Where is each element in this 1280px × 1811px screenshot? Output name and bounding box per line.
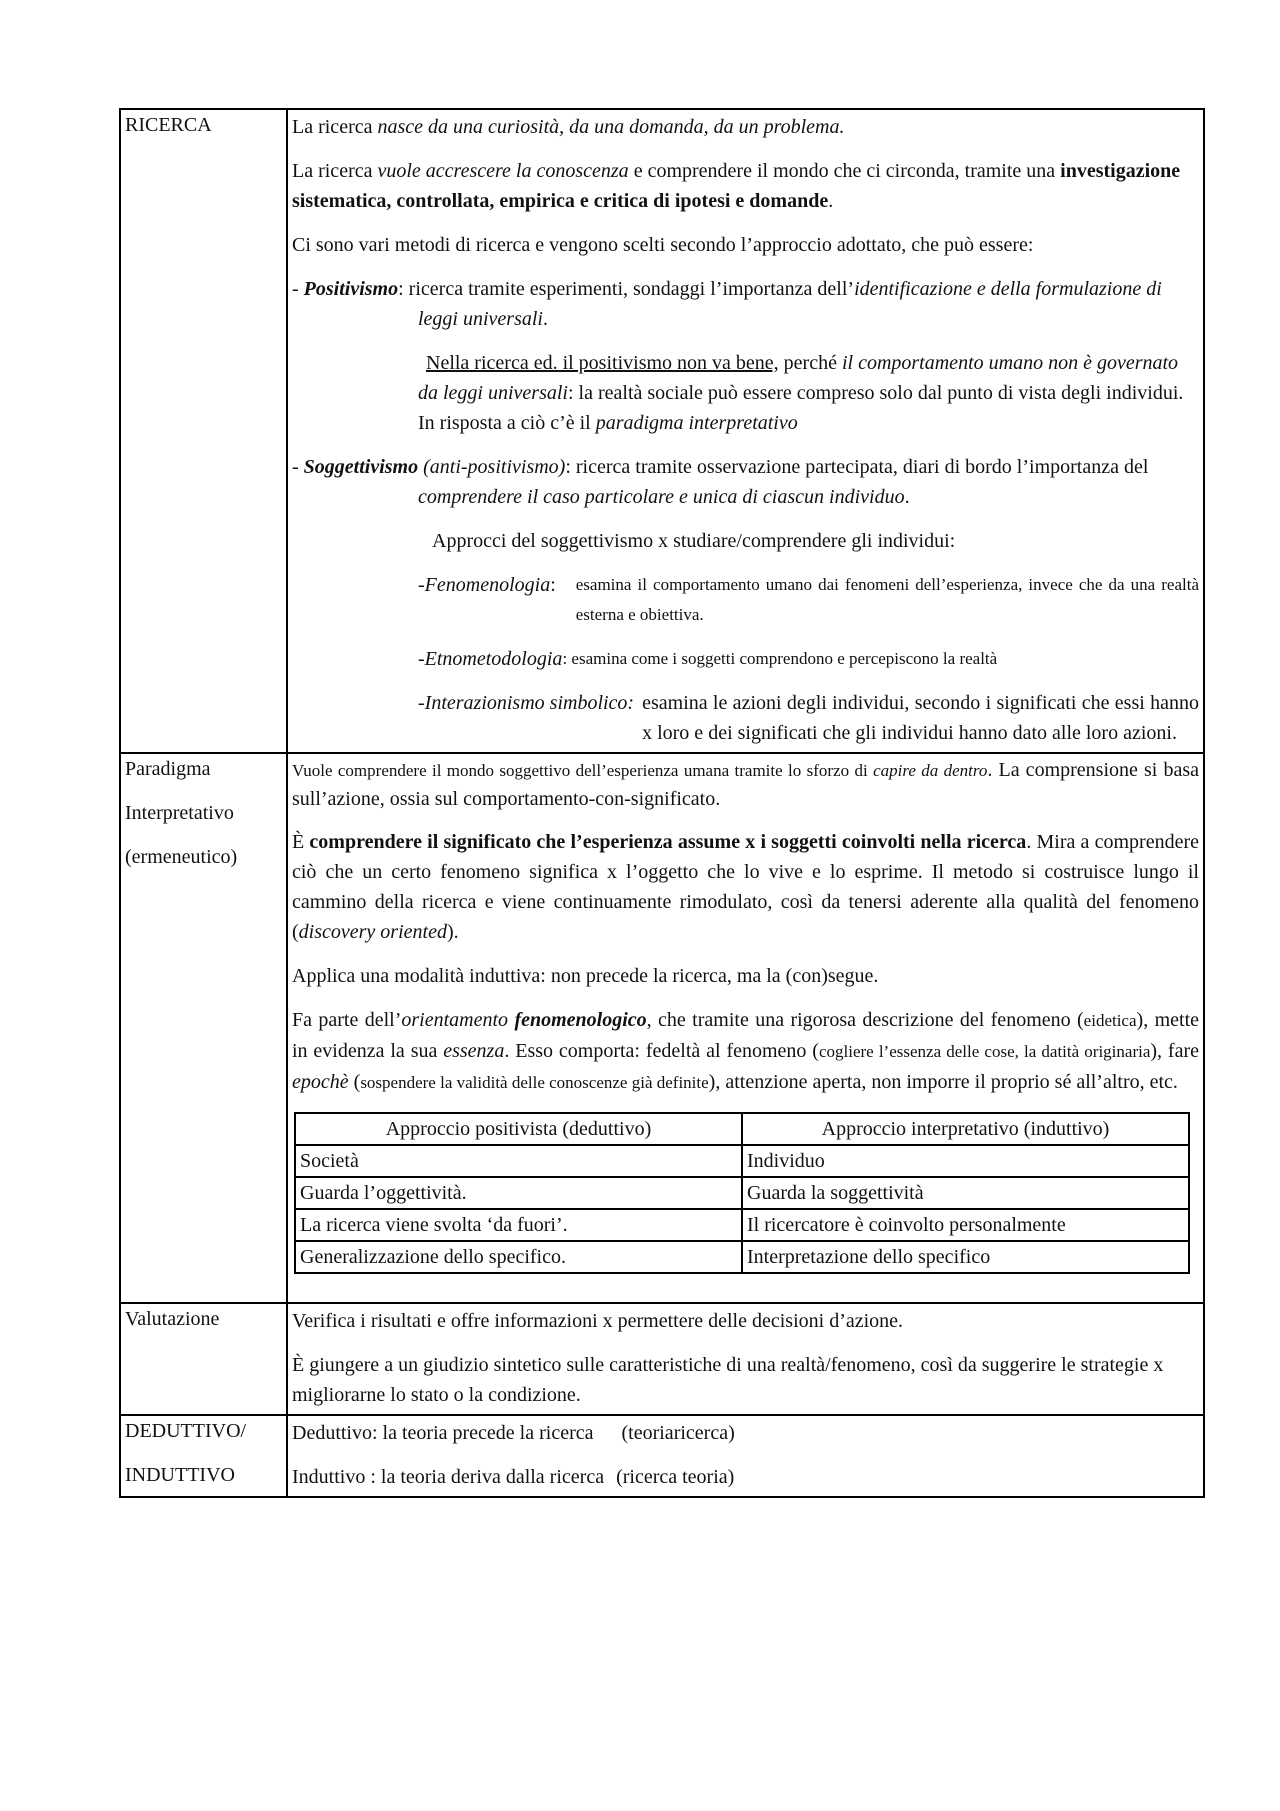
text-run: ( [348, 1071, 361, 1093]
text-run: ), attenzione aperta, non imporre il proprio sé all’altro, etc. [708, 1071, 1178, 1093]
text-run: ), fare [1150, 1040, 1199, 1062]
label-text: INDUTTIVO [125, 1464, 235, 1486]
text-run: - [292, 278, 304, 300]
paragraph: Applica una modalità induttiva: non precede la ricerca, ma la (con)segue. [292, 965, 879, 987]
comparison-header-cell: Approccio positivista (deduttivo) [295, 1113, 742, 1145]
text-run: e comprendere il mondo che ci circonda, tramite una [628, 160, 1061, 182]
term-fenomenologia [418, 570, 556, 630]
text-run-bold: investigazione sistematica, controllata, empirica e critica di ipotesi e domande [292, 160, 1181, 212]
text-run: . La comprensione si basa sull’azione, ossia sul comportamento-con-significato. [292, 759, 1199, 810]
text-run: sospendere la validità delle conoscenze già definite [360, 1073, 709, 1092]
text-run: -Fenomenologia [418, 574, 551, 596]
text-run: ). [446, 921, 459, 943]
label-text: RICERCA [125, 114, 212, 136]
positivismo-note [292, 348, 1199, 438]
text-run: (ricerca teoria) [616, 1466, 735, 1488]
comparison-cell: Guarda l’oggettività. [295, 1177, 742, 1209]
paragraph [292, 112, 1199, 142]
text-run-italic: comprendere il caso particolare e unica di ciascun individuo [418, 486, 905, 508]
text-run: : ricerca tramite esperimenti, sondaggi l’importanza dell’ [398, 278, 855, 300]
interazionismo-item [292, 688, 1199, 748]
text-run-italic: vuole accrescere la conoscenza [377, 160, 629, 182]
paragraph [292, 1462, 1199, 1492]
comparison-cell: Individuo [742, 1145, 1189, 1177]
comparison-row [295, 1209, 1189, 1241]
row-label-paradigma [120, 753, 287, 1303]
text-run: : la realtà sociale può essere compreso solo dal punto di vista degli individui. In risposta a ciò c’è il [418, 382, 1184, 434]
text-run-italic: orientamento [401, 1009, 515, 1031]
text-run-italic: capire da dentro [873, 761, 988, 780]
table-row-ricerca [120, 109, 1204, 753]
text-run: Induttivo : la teoria deriva dalla ricerca [292, 1466, 605, 1488]
paragraph [292, 1005, 1199, 1098]
text-run-italic: epochè [292, 1071, 349, 1093]
term-soggettivismo: Soggettivismo [303, 456, 419, 478]
paragraph [292, 156, 1199, 216]
text-run: La ricerca [292, 116, 378, 138]
table-row-deduttivo [120, 1415, 1204, 1497]
comparison-header-row [295, 1113, 1189, 1145]
text-run: eidetica [1083, 1011, 1137, 1030]
notes-table [119, 108, 1205, 1498]
text-run: perché [778, 352, 842, 374]
label-text: DEDUTTIVO/ [125, 1420, 247, 1442]
row-content-paradigma [287, 753, 1204, 1303]
text-run: (teoriaricerca) [621, 1422, 735, 1444]
etnometodologia-item [292, 644, 1199, 674]
comparison-header-cell: Approccio interpretativo (induttivo) [742, 1113, 1189, 1145]
text-run: . [904, 486, 910, 508]
text-run: . [542, 308, 548, 330]
text-run-italic: (anti-positivismo) [418, 456, 566, 478]
fenomenologia-item [292, 570, 1199, 630]
paragraph [292, 827, 1199, 947]
comparison-row [295, 1241, 1189, 1273]
text-run: - [292, 456, 304, 478]
approcci-heading: Approcci del soggettivismo x studiare/comprendere gli individui: [432, 530, 956, 552]
text-run-bold: comprendere il significato che l’esperienza assume x i soggetti coinvolti nella ricerca [309, 831, 1027, 853]
row-label-deduttivo [120, 1415, 287, 1497]
text-run: , che tramite una rigorosa descrizione del fenomeno ( [646, 1009, 1084, 1031]
paragraph: Ci sono vari metodi di ricerca e vengono scelti secondo l’approccio adottato, che può essere: [292, 234, 1034, 256]
text-run-italic: nasce da una curiosità, da una domanda, da un problema. [377, 116, 845, 138]
text-run-underline: Nella ricerca ed. il positivismo non va bene, [426, 352, 779, 374]
table-row-valutazione [120, 1303, 1204, 1415]
term-interazionismo: -Interazionismo simbolico: [418, 692, 635, 714]
positivismo-paragraph [292, 274, 1199, 334]
label-text: Valutazione [125, 1308, 220, 1330]
comparison-row [295, 1145, 1189, 1177]
label-text: Interpretativo [125, 802, 234, 824]
row-label-ricerca [120, 109, 287, 753]
fenomenologia-desc: esamina il comportamento umano dai fenomeni dell’esperienza, invece che da una realtà esterna e obiettiva. [575, 575, 1199, 624]
comparison-cell: Società [295, 1145, 742, 1177]
comparison-cell: La ricerca viene svolta ‘da fuori’. [295, 1209, 742, 1241]
text-run: . Mira a comprendere ciò che un certo fenomeno significa x l’oggetto che lo vive e lo esprime. Il metodo si costruisce lungo il cammino della ricerca e viene continuamente rimodulato, così da tenersi aderente alla qualità del fenomeno ( [292, 831, 1200, 943]
text-run-italic: il comportamento umano non è governato da leggi universali [418, 352, 1179, 404]
row-content-ricerca [287, 109, 1204, 753]
text-run-bold-italic: fenomenologico [514, 1009, 647, 1031]
text-run: cogliere l’essenza delle cose, la datità originaria [818, 1042, 1151, 1061]
text-run-italic: paradigma interpretativo [595, 412, 798, 434]
label-text: Paradigma [125, 758, 211, 780]
term-etnometodologia: -Etnometodologia [418, 648, 563, 670]
text-run: : [550, 574, 556, 596]
paragraph: Verifica i risultati e offre informazioni x permettere delle decisioni d’azione. [292, 1310, 904, 1332]
comparison-row [295, 1177, 1189, 1209]
row-content-deduttivo [287, 1415, 1204, 1497]
paragraph: È giungere a un giudizio sintetico sulle caratteristiche di una realtà/fenomeno, così da suggerire le strategie x migliorarne lo stato o la condizione. [292, 1354, 1164, 1406]
label-text: (ermeneutico) [125, 846, 238, 868]
text-run-italic: identificazione e della formulazione di leggi universali [418, 278, 1162, 330]
comparison-table [294, 1112, 1190, 1274]
comparison-cell: Guarda la soggettività [742, 1177, 1189, 1209]
text-run: È [292, 831, 310, 853]
row-content-valutazione [287, 1303, 1204, 1415]
text-run: Fa parte dell’ [292, 1009, 402, 1031]
soggettivismo-paragraph [292, 452, 1199, 512]
text-run: Deduttivo: la teoria precede la ricerca [292, 1422, 594, 1444]
text-run: Vuole comprendere il mondo soggettivo dell’esperienza umana tramite lo sforzo di [292, 761, 874, 780]
table-row-paradigma [120, 753, 1204, 1303]
etnometodologia-desc: : esamina come i soggetti comprendono e percepiscono la realtà [562, 649, 998, 668]
text-run-italic: essenza [443, 1040, 505, 1062]
text-run: . Esso comporta: fedeltà al fenomeno ( [504, 1040, 819, 1062]
comparison-cell: Generalizzazione dello specifico. [295, 1241, 742, 1273]
paragraph [292, 756, 1199, 813]
text-run: : ricerca tramite osservazione partecipata, diari di bordo l’importanza del [565, 456, 1149, 478]
row-label-valutazione [120, 1303, 287, 1415]
text-run: La ricerca [292, 160, 378, 182]
paragraph [292, 1418, 1199, 1448]
comparison-cell: Interpretazione dello specifico [742, 1241, 1189, 1273]
text-run: . [828, 190, 834, 212]
text-run-italic: discovery oriented [298, 921, 447, 943]
term-positivismo: Positivismo [303, 278, 399, 300]
interazionismo-desc: esamina le azioni degli individui, secondo i significati che essi hanno x loro e dei significati che gli individui hanno dato alle loro azioni. [642, 692, 1199, 744]
text-run: ), mette in evidenza la sua [292, 1009, 1199, 1062]
comparison-cell: Il ricercatore è coinvolto personalmente [742, 1209, 1189, 1241]
